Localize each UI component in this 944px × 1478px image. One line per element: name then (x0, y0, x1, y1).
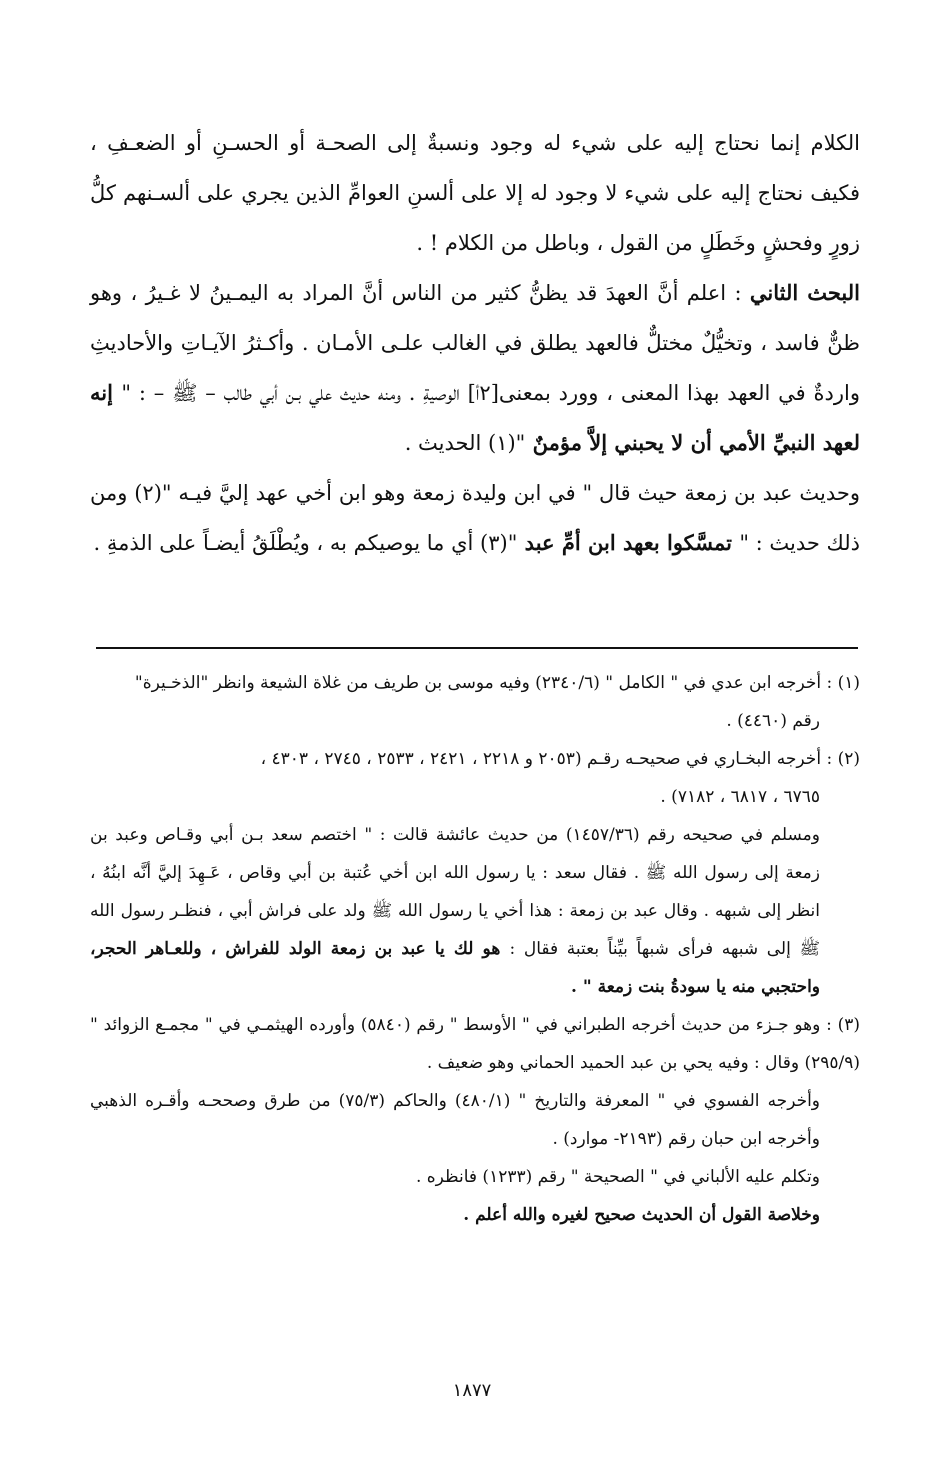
footnote-2-muslim-text: ومسلم في صحيحه رقم (١٤٥٧/٣٦) من حديث عائشة قالت : " اختصم سعد بـن أبي وقـاص وعبد بن زمعة إلى رسول الله ﷺ . فقال سعد : يا رسول الله ابن أخي عُتبة بن أبي وقاص ، عَـهِدَ إليَّ أنَّه ابنُهُ ، انظر إلى شبهه . وقال عبد بن زمعة : هذا أخي يا رسول الله ﷺ ولد على فراش أبي ، فنظـر رسول الله ﷺ إلى شبهه فرأى شبهاً بيِّناً بعتبة فقال : (90, 825, 820, 959)
paragraph-3-text-a: وحديث عبد بن زمعة حيث قال " في ابن وليدة زمعة وهو ابن أخي عهد إليَّ فيـه "(٢) ومن ذلك حديث : " (90, 481, 860, 555)
footnotes (90, 664, 860, 1234)
paragraph-3 (90, 468, 860, 568)
footnote-1-line-1: (١) : أخرجه ابن عدي في " الكامل " (٢٣٤٠/٦) وفيه موسى بن طريف من غلاة الشيعة وانظر "الذخـيرة" (134, 673, 860, 693)
paragraph-2-text-b: "(١) الحديث . (404, 431, 526, 455)
footnote-divider (96, 647, 858, 649)
footnote-3-conclusion: وخلاصة القول أن الحديث صحيح لغيره والله أعلم . (463, 1205, 820, 1225)
paragraph-1: الكلام إنما نحتاج إليه على شيء له وجود ونسبةٌ إلى الصحـة أو الحسـنِ أو الضعـفِ ، فكيف نحتاج إليه على شيء لا وجود له إلا على ألسنِ العوامِّ الذين يجري على ألسـنهم كلُّ زورٍ وفحشٍ وخَطَلٍ من القول ، وباطل من الكلام ! . (90, 131, 860, 255)
hadith-quote-1: إنه لعهد النبيِّ الأمي أن لا يحبني إلاَّ مؤمنٌ (90, 380, 860, 455)
section-heading: البحث الثاني (749, 280, 860, 305)
footnote-2-muslim (90, 816, 860, 1006)
footnote-3-line-1: (٣) : وهو جـزء من حديث أخرجه الطبراني في " الأوسط " رقم (٥٨٤٠) وأورده الهيثمـي في " مجمـع الزوائد " (٢٩٥/٩) وقال : وفيه يحي بن عبد الحميد الحماني وهو ضعيف . (90, 1015, 860, 1073)
main-text (90, 118, 860, 568)
paragraph-3-text-b: "(٣) أي ما يوصيكم به ، ويُطْلَقُ أيضـاً على الذمةِ . (93, 531, 518, 555)
footnote-2-line-2: ٦٧٦٥ ، ٦٨١٧ ، ٧١٨٢) . (660, 787, 820, 807)
footnote-1-line-2: رقم (٤٤٦٠) . (726, 711, 820, 731)
footnote-2-line-1: (٢) : أخرجه البخـاري في صحيحـه رقـم (٢٠٥٣ و ٢٢١٨ ، ٢٤٢١ ، ٢٥٣٣ ، ٢٧٤٥ ، ٤٣٠٣ ، (260, 749, 860, 769)
footnote-3-line-2: وأخرجه الفسوي في " المعرفة والتاريخ " (٤٨٠/١) والحاكم (٧٥/٣) من طرق وصححـه وأقـره الذهبي وأخرجه ابن حبان رقم (٢١٩٣- موارد) . (90, 1091, 821, 1149)
footnote-3-line-3: وتكلم عليه الألباني في " الصحيحة " رقم (١٢٣٣) فانظره . (415, 1167, 820, 1187)
footnote-2-bold-quote: هو لك يا عبد بن زمعة الولد للفراش ، وللعـاهر الحجر، واحتجبي منه يا سودةُ بنت زمعة " . (90, 939, 820, 997)
page-number: ١٨٧٧ (452, 1380, 492, 1401)
hadith-quote-2: تمسَّكوا بعهد ابن أمِّ عبد (517, 530, 740, 555)
paragraph-2-text-a: : اعلم أنَّ العهدَ قد يظنُّ كثير من الناس أنَّ المراد به اليمـينُ لا غـيرُ ، وهو ظنٌّ فاسد ، وتخيُّلٌ مختلٌّ فالعهد يطلق في الغالب علـى الأمـان . وأكـثرُ الآيـاتِ والأحاديثِ واردةٌ في العهد بهذا المعنى ، وورد بمعنى[٢أ] الوصيةِ . ومنه حديث علي بـن أبي طالب – ﷺ – : " (90, 281, 860, 405)
paragraph-2 (90, 268, 860, 468)
